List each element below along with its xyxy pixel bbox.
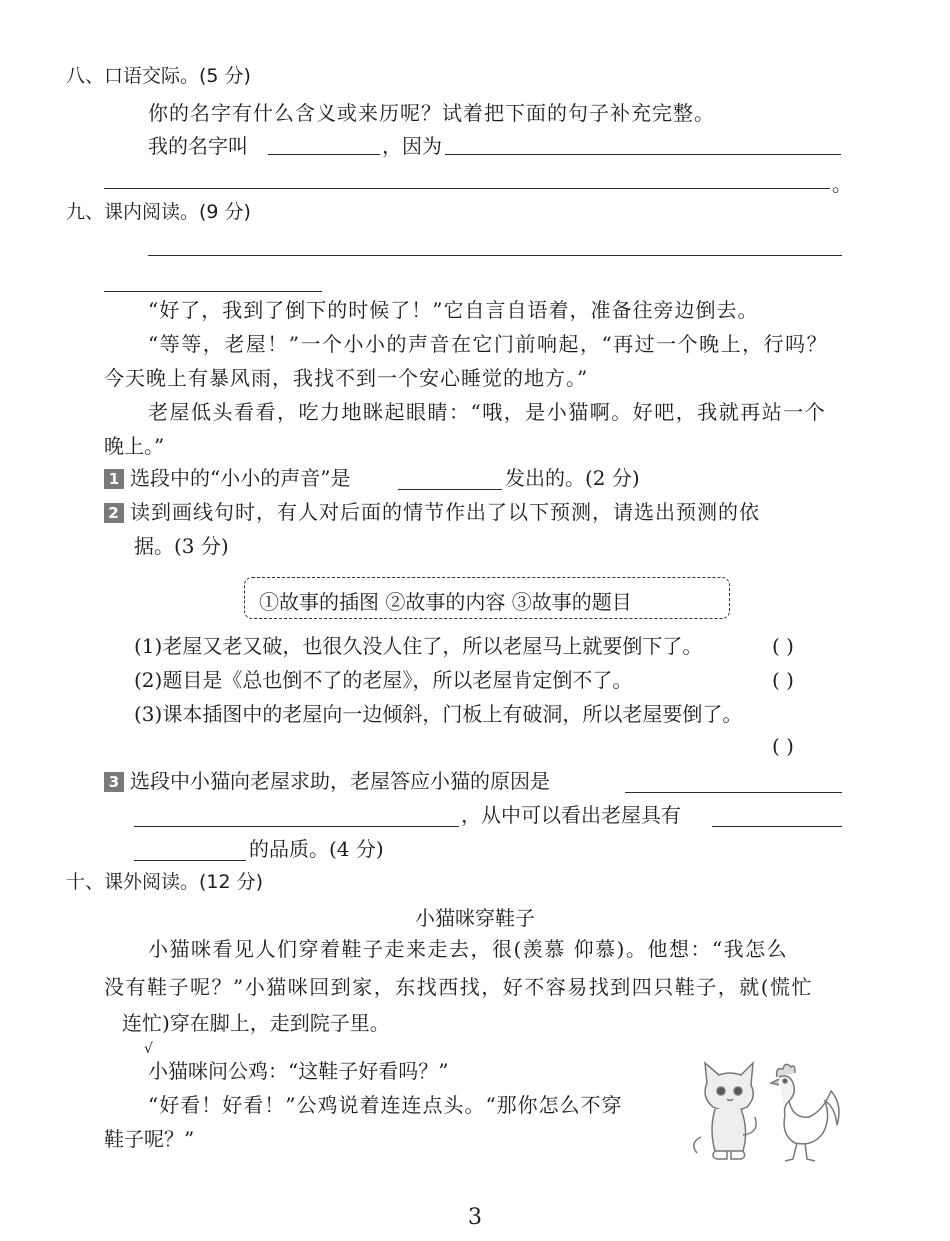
question-3-text-c: 的品质。(4 分) <box>249 837 384 861</box>
question-2-number: 2 <box>104 503 124 523</box>
passage-9-line-1: “好了，我到了倒下的时候了！”它自言自语着，准备往旁边倒去。 <box>148 298 759 322</box>
prediction-2-answer[interactable]: ( ) <box>772 668 794 692</box>
question-1-text-a: 选段中的“小小的声音”是 <box>130 466 351 490</box>
prediction-1-answer[interactable]: ( ) <box>772 634 794 658</box>
question-3-blank-4[interactable] <box>134 860 246 861</box>
question-2-text-a: 读到画线句时，有人对后面的情节作出了以下预测，请选出预测的依 <box>130 500 760 524</box>
passage-9-line-5: 晚上。” <box>104 434 165 458</box>
reason-blank-line[interactable] <box>445 154 841 155</box>
page-number: 3 <box>468 1205 482 1230</box>
section-8-heading: 八、口语交际。(5 分) <box>66 65 251 87</box>
question-3-blank-1[interactable] <box>625 792 842 793</box>
prediction-1: (1)老屋又老又破，也很久没人住了，所以老屋马上就要倒下了。 <box>134 634 703 658</box>
passage-9-line-4: 老屋低头看看，吃力地眯起眼睛：“哦，是小猫啊。好吧，我就再站一个 <box>148 400 827 424</box>
section-8-fill-a: 我的名字叫 <box>148 134 248 158</box>
section-8-end-mark: 。 <box>832 172 852 196</box>
passage-10-line-2: 没有鞋子呢？”小猫咪回到家，东找西找，好不容易找到四只鞋子，就(慌忙 <box>104 975 814 999</box>
passage-10-line-5: “好看！好看！”公鸡说着连连点头。“那你怎么不穿 <box>148 1093 623 1117</box>
story-title: 小猫咪穿鞋子 <box>415 906 535 930</box>
prediction-2: (2)题目是《总也倒不了的老屋》，所以老屋肯定倒不了。 <box>134 668 633 692</box>
passage-blank-line-2 <box>104 291 322 292</box>
passage-9-line-2: “等等，老屋！”一个小小的声音在它门前响起，“再过一个晚上，行吗？ <box>148 332 829 356</box>
question-1-number: 1 <box>104 469 124 489</box>
reason-blank-line-2[interactable] <box>104 188 830 189</box>
question-2 <box>104 500 760 524</box>
check-mark: √ <box>144 1041 153 1057</box>
question-3 <box>104 769 550 793</box>
question-3-blank-2[interactable] <box>134 826 459 827</box>
question-1-text-b: 发出的。(2 分) <box>505 466 640 490</box>
options-box <box>244 577 730 619</box>
question-3-blank-3[interactable] <box>712 826 842 827</box>
section-8-prompt: 你的名字有什么含义或来历呢？试着把下面的句子补充完整。 <box>148 101 715 125</box>
prediction-3-answer[interactable]: ( ) <box>772 734 794 758</box>
question-3-number: 3 <box>104 772 124 792</box>
passage-blank-line-1 <box>148 255 842 256</box>
passage-10-line-1: 小猫咪看见人们穿着鞋子走来走去，很(羡慕 仰慕)。他想：“我怎么 <box>148 937 789 961</box>
passage-9-line-3: 今天晚上有暴风雨，我找不到一个安心睡觉的地方。” <box>104 366 589 390</box>
question-1 <box>104 466 350 490</box>
question-3-text-a: 选段中小猫向老屋求助，老屋答应小猫的原因是 <box>130 769 550 793</box>
cat-rooster-illustration <box>685 1055 845 1165</box>
passage-10-line-4: 小猫咪问公鸡：“这鞋子好看吗？” <box>148 1059 449 1083</box>
prediction-3: (3)课本插图中的老屋向一边倾斜，门板上有破洞，所以老屋要倒了。 <box>134 702 743 726</box>
passage-10-line-3: 连忙)穿在脚上，走到院子里。 <box>122 1011 390 1035</box>
question-3-text-b: ，从中可以看出老屋具有 <box>461 803 681 827</box>
question-1-blank[interactable] <box>398 489 502 490</box>
rooster-icon <box>771 1064 839 1161</box>
question-2-text-b: 据。(3 分) <box>134 534 229 558</box>
section-8-fill-b: ，因为 <box>382 134 442 158</box>
options-text: ①故事的插图 ②故事的内容 ③故事的题目 <box>259 590 632 614</box>
name-blank-line[interactable] <box>268 154 380 155</box>
cat-icon <box>694 1063 756 1159</box>
section-9-heading: 九、课内阅读。(9 分) <box>66 201 251 223</box>
passage-10-line-6: 鞋子呢？” <box>104 1127 195 1151</box>
section-10-heading: 十、课外阅读。(12 分) <box>66 871 264 893</box>
